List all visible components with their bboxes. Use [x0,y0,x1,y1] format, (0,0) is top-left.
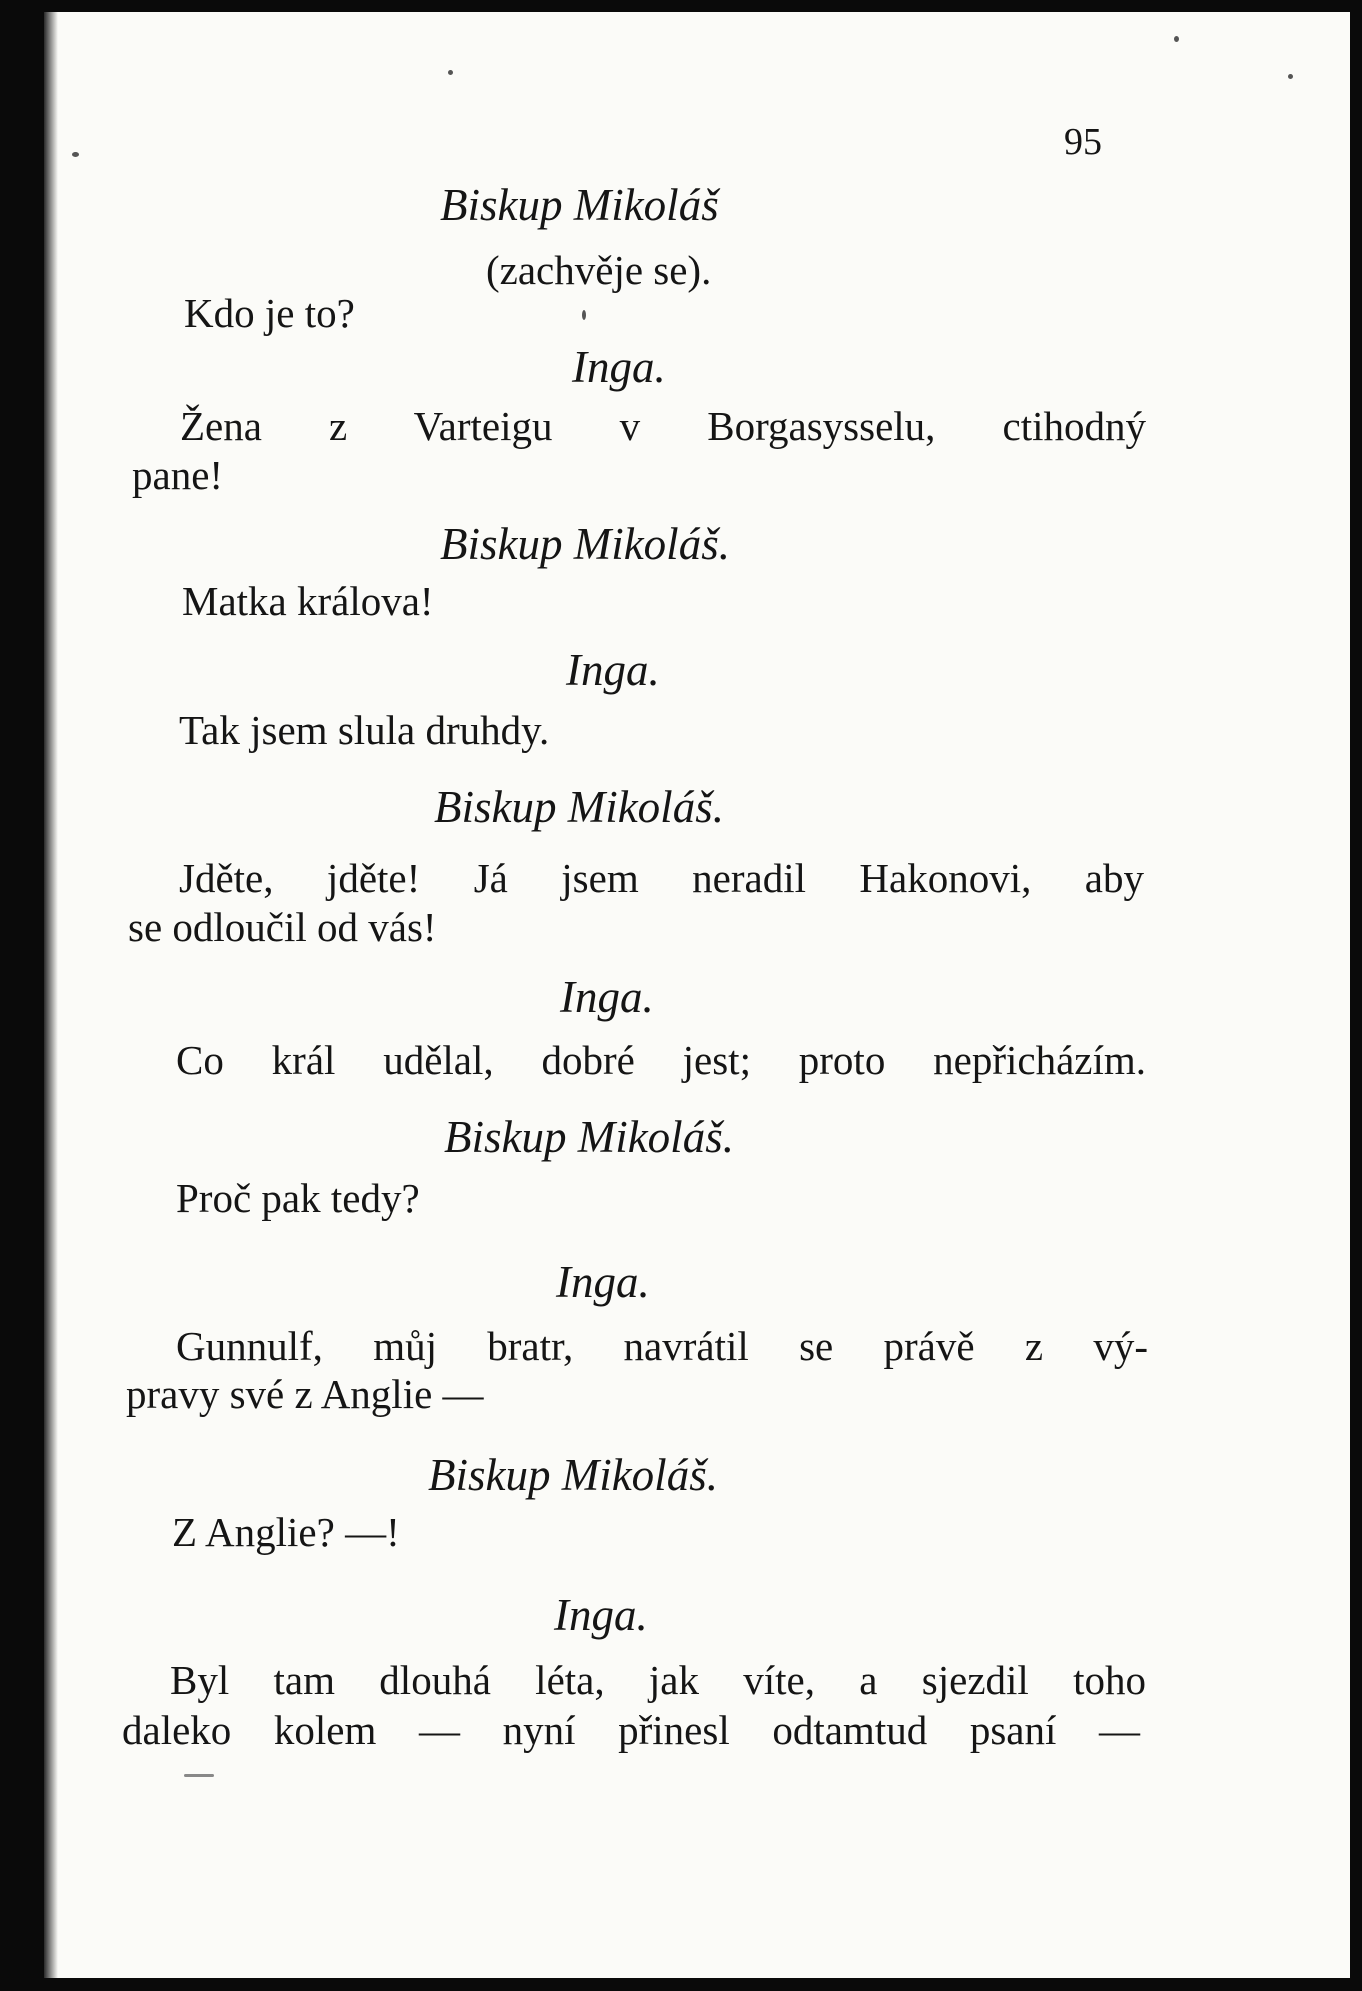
dialogue-line: Byl tam dlouhá léta, jak víte, a sjezdil toho [170,1657,1146,1703]
speaker-name: Inga. [554,1590,648,1640]
dialogue-line: Proč pak tedy? [176,1175,420,1221]
page-gutter-shadow [44,12,58,1978]
dialogue-line: Žena z Varteigu v Borgasysselu, ctihodný [180,403,1146,449]
dialogue-line: Jděte, jděte! Já jsem neradil Hakonovi, aby [179,855,1144,901]
scan-speck [1174,36,1179,42]
dialogue-line: pravy své z Anglie — [126,1371,484,1417]
book-page [44,12,1350,1978]
speaker-name: Inga. [556,1257,650,1307]
dialogue-line: Co král udělal, dobré jest; proto nepřicházím. [176,1037,1146,1083]
speaker-name: Biskup Mikoláš. [444,1112,734,1162]
dialogue-line: pane! [132,452,224,498]
speaker-name: Inga. [560,972,654,1022]
dialogue-line: Gunnulf, můj bratr, navrátil se právě z vý- [176,1323,1148,1369]
speaker-name: Biskup Mikoláš. [434,782,724,832]
dialogue-line: Matka králova! [182,578,434,624]
scan-speck [1288,74,1293,79]
dialogue-line: Kdo je to? [184,290,355,336]
dialogue-line: Z Anglie? —! [172,1509,400,1555]
speaker-name: Biskup Mikoláš [440,180,719,230]
stage-direction: (zachvěje se). [486,247,712,293]
dialogue-line: se odloučil od vás! [128,904,437,950]
page-number: 95 [1064,121,1102,163]
dialogue-line: daleko kolem — nyní přinesl odtamtud psaní — [122,1707,1140,1753]
speaker-name: Inga. [566,645,660,695]
dialogue-line: Tak jsem slula druhdy. [179,707,550,753]
speaker-name: Inga. [572,342,666,392]
scan-speck [582,310,586,320]
scan-speck [72,152,79,157]
speaker-name: Biskup Mikoláš. [428,1450,718,1500]
scan-speck [184,1774,214,1777]
scan-speck [448,70,453,75]
speaker-name: Biskup Mikoláš. [440,519,730,569]
